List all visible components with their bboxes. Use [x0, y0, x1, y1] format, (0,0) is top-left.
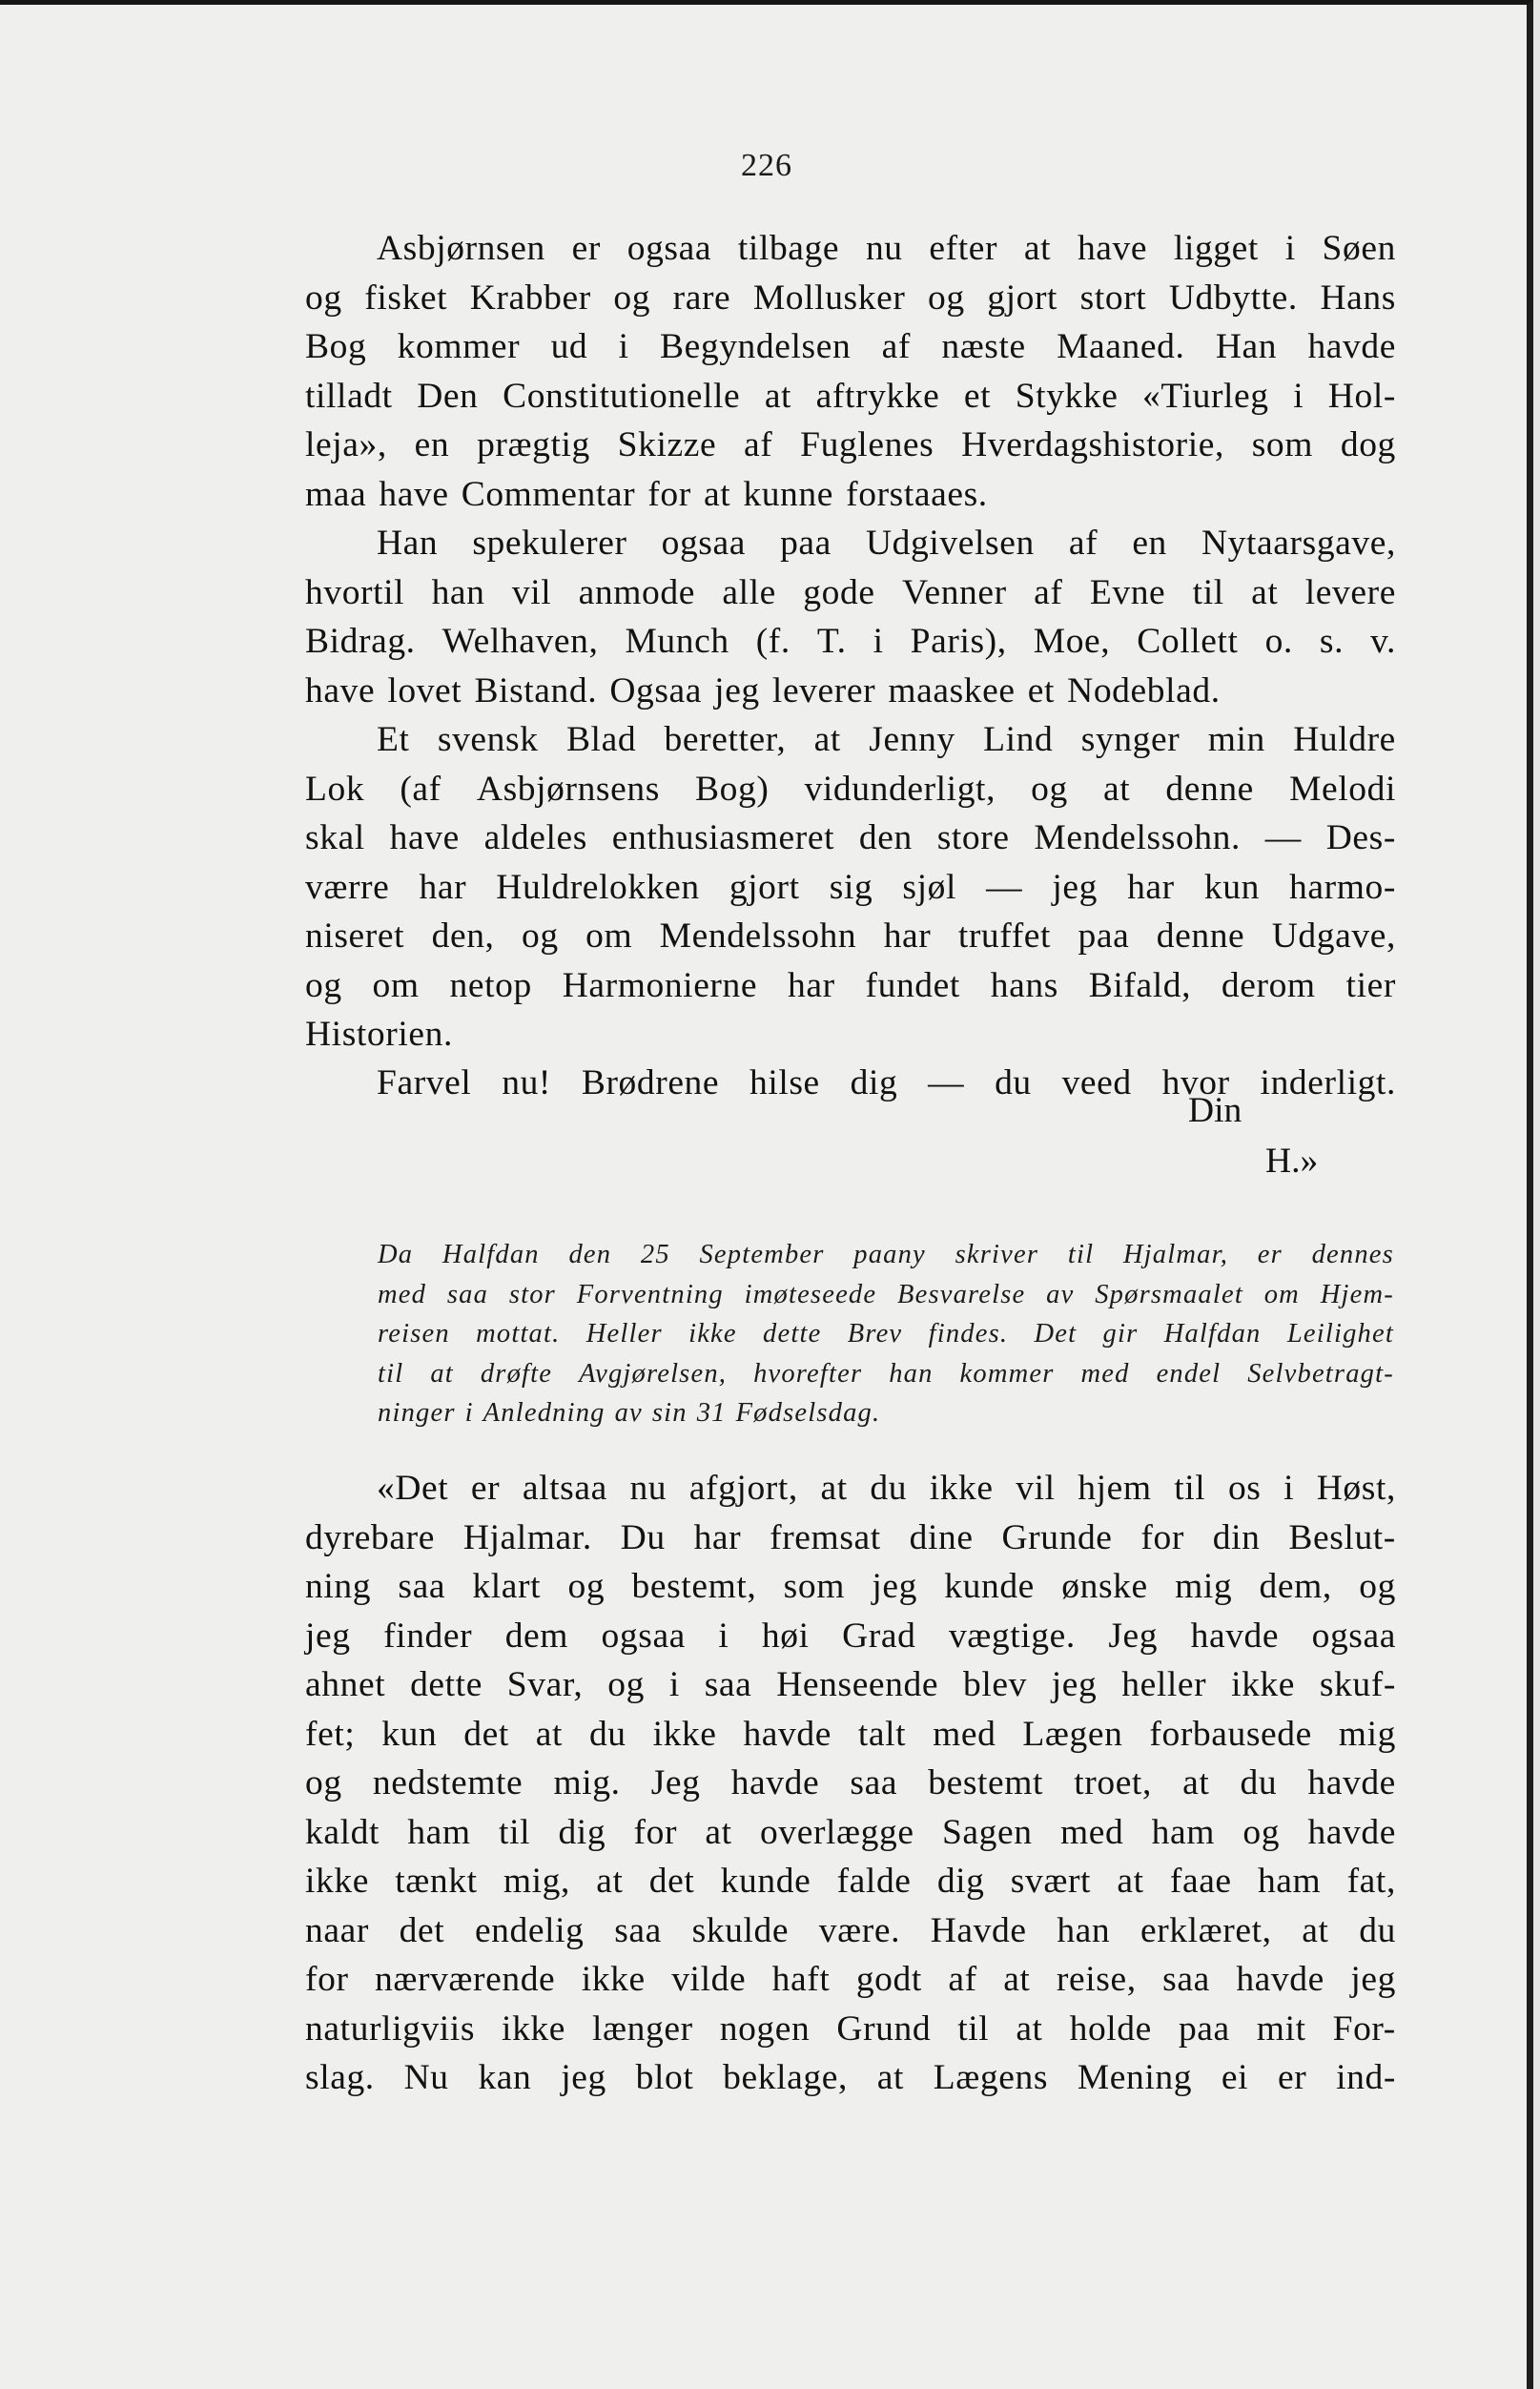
text-line: kaldt ham til dig for at overlægge Sagen med ham og havde [305, 1812, 1396, 1852]
text-line: og nedstemte mig. Jeg havde saa bestemt troet, at du havde [305, 1763, 1396, 1802]
closing-signature: H.» [1265, 1142, 1319, 1181]
text-line: Lok (af Asbjørnsens Bog) vidunderligt, og at denne Melodi [305, 769, 1396, 809]
text-line: skal have aldeles enthusiasmeret den store Mendelssohn. — Des- [305, 818, 1396, 857]
paragraph-3 [305, 715, 1396, 1060]
text-line: slag. Nu kan jeg blot beklage, at Lægens Mening ei er ind- [305, 2058, 1396, 2097]
closing-din: Din [1188, 1091, 1242, 1130]
paragraph-2 [305, 519, 1396, 715]
text-line: have lovet Bistand. Ogsaa jeg leverer maaskee et Nodeblad. [305, 670, 1221, 711]
text-line: dyrebare Hjalmar. Du har fremsat dine Grunde for din Beslut- [305, 1517, 1396, 1557]
text-line: Et svensk Blad beretter, at Jenny Lind synger min Huldre [377, 720, 1396, 759]
text-line: Han spekulerer ogsaa paa Udgivelsen af en Nytaarsgave, [377, 524, 1396, 563]
text-line: Bidrag. Welhaven, Munch (f. T. i Paris), Moe, Collett o. s. v. [305, 622, 1396, 661]
note-line: ninger i Anledning av sin 31 Fødselsdag. [378, 1398, 881, 1428]
text-line: maa have Commentar for at kunne forstaaes. [305, 474, 988, 514]
text-line: Bog kommer ud i Begyndelsen af næste Maaned. Han havde [305, 327, 1396, 366]
text-line: ahnet dette Svar, og i saa Henseende blev jeg heller ikke skuf- [305, 1665, 1396, 1704]
note-line: med saa stor Forventning imøteseede Besvarelse av Spørsmaalet om Hjem- [378, 1279, 1394, 1309]
text-line: tilladt Den Constitutionelle at aftrykke et Stykke «Tiurleg i Hol- [305, 376, 1396, 416]
text-line: og om netop Harmonierne har fundet hans Bifald, derom tier [305, 965, 1396, 1005]
text-line: «Det er altsaa nu afgjort, at du ikke vil hjem til os i Høst, [377, 1469, 1396, 1508]
text-line: og fisket Krabber og rare Mollusker og gjort stort Udbytte. Hans [305, 278, 1396, 318]
text-line: niseret den, og om Mendelssohn har truffet paa denne Udgave, [305, 916, 1396, 956]
note-line: Da Halfdan den 25 September paany skriver til Hjalmar, er dennes [378, 1240, 1394, 1269]
paragraph-5 [305, 1464, 1396, 2103]
paragraph-1 [305, 224, 1396, 519]
text-line: naar det endelig saa skulde være. Havde han erklæret, at du [305, 1910, 1396, 1950]
text-line: værre har Huldrelokken gjort sig sjøl — jeg har kun harmo- [305, 867, 1396, 907]
note-line: reisen mottat. Heller ikke dette Brev findes. Det gir Halfdan Leilighet [378, 1319, 1394, 1349]
text-line: for nærværende ikke vilde haft godt af at reise, saa havde jeg [305, 1960, 1396, 1999]
note-line: til at drøfte Avgjørelsen, hvorefter han kommer med endel Selvbetragt- [378, 1358, 1394, 1389]
text-line: Historien. [305, 1015, 453, 1054]
text-line: Asbjørnsen er ogsaa tilbage nu efter at have ligget i Søen [377, 229, 1396, 268]
editorial-note [378, 1235, 1394, 1433]
text-line: leja», en prægtig Skizze af Fuglenes Hverdagshistorie, som dog [305, 425, 1396, 464]
text-line: hvortil han vil anmode alle gode Venner af Evne til at levere [305, 572, 1396, 612]
text-line: naturligviis ikke længer nogen Grund til at holde paa mit For- [305, 2008, 1396, 2049]
text-line: jeg finder dem ogsaa i høi Grad vægtige. Jeg havde ogsaa [305, 1616, 1396, 1656]
text-line: ikke tænkt mig, at det kunde falde dig svært at faae ham fat, [305, 1862, 1396, 1901]
text-line: fet; kun det at du ikke havde talt med Lægen forbausede mig [305, 1714, 1396, 1754]
page-number: 226 [741, 148, 792, 183]
text-line: Farvel nu! Brødrene hilse dig — du veed hvor inderligt. [377, 1063, 1396, 1102]
text-line: ning saa klart og bestemt, som jeg kunde ønske mig dem, og [305, 1567, 1396, 1606]
